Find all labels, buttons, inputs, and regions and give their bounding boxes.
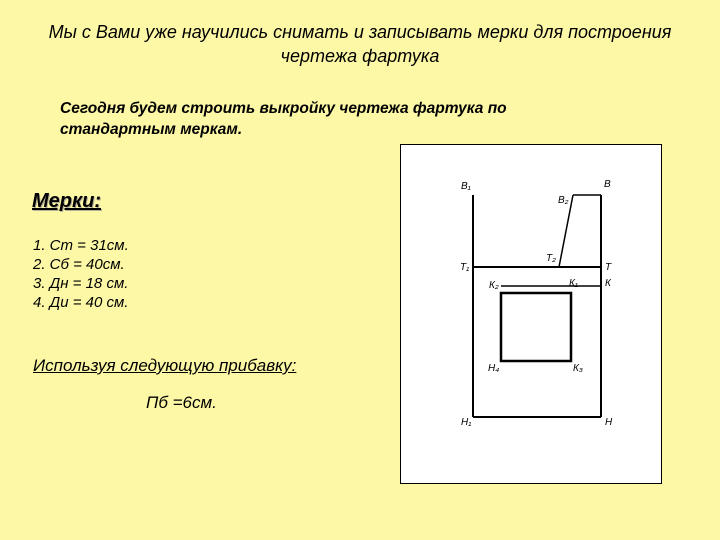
measure-item: 3. Дн = 18 см. (33, 275, 129, 292)
apron-drawing-frame (400, 144, 662, 484)
allowance-intro: Используя следующую прибавку: (33, 356, 297, 375)
label-h4: Н₄ (488, 363, 500, 374)
label-b2: В₂ (558, 195, 569, 206)
label-k1: К₁ (569, 278, 579, 289)
label-t1: Т₁ (460, 262, 470, 273)
measure-item: 4. Ди = 40 см. (33, 294, 129, 311)
label-k3: К₃ (573, 363, 583, 374)
measures-heading: Мерки: (32, 190, 102, 212)
label-b1: В₁ (461, 181, 471, 192)
label-k: К (605, 278, 611, 289)
label-h1: Н₁ (461, 417, 472, 428)
label-t2: Т₂ (546, 253, 556, 264)
apron-drawing (401, 145, 661, 483)
pocket-rect (501, 293, 571, 361)
measure-item: 1. Ст = 31см. (33, 237, 129, 254)
measure-item: 2. Сб = 40см. (33, 256, 125, 273)
measures-list (33, 236, 129, 312)
label-k2: К₂ (489, 280, 499, 291)
label-b: В (604, 179, 611, 190)
label-t: Т (605, 262, 612, 273)
slide-title: Мы с Вами уже научились снимать и записывать мерки для построения чертежа фартука (48, 22, 672, 66)
allowance-value: Пб =6см. (146, 393, 217, 412)
intro-text: Сегодня будем строить выкройку чертежа фартука по стандартным меркам. (60, 100, 507, 138)
label-h: Н (605, 417, 613, 428)
